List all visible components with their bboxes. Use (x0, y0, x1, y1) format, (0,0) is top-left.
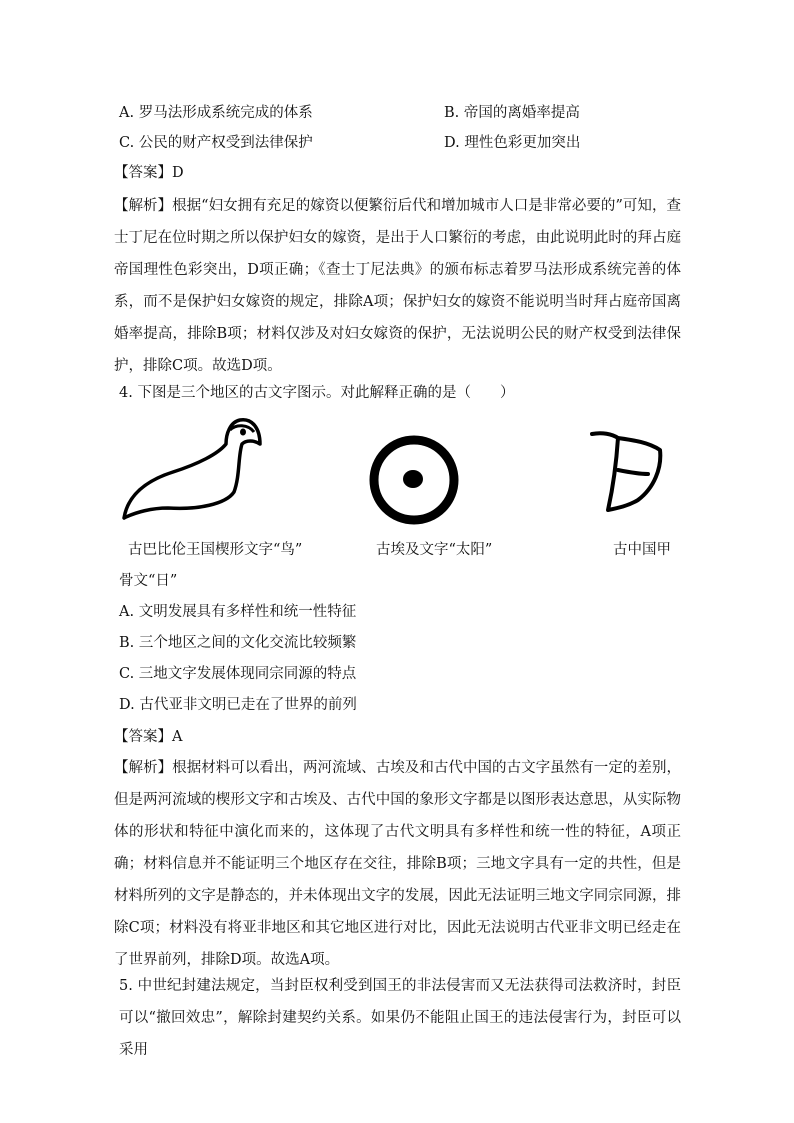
q4-answer: 【答案】A (114, 729, 183, 745)
q3-option-d: D. 理性色彩更加突出 (444, 135, 581, 151)
caption-ri-line2: 骨文“日” (119, 573, 178, 589)
q4-analysis: 【解析】根据材料可以看出，两河流域、古埃及和古代中国的古文字虽然有一定的差别，但是两河流域的楔形文字和古埃及、古代中国的象形文字都是以图形表达意思，从实际物体的形状和特征中演化而来的，这体现了古代文明具有多样性和统一性的特征，A项正确；材料信息并不能证明三个地区存在交往，排除B项；三地文字具有一定的共性，但是材料所列的文字是静态的，并未体现出文字的发展，因此无法证明三地文字同宗同源，排除C项；材料没有将亚非地区和其它地区进行对比，因此无法说明古代亚非文明已经走在了世界前列，排除D项。故选A项。 (114, 760, 681, 968)
q3-option-a: A. 罗马法形成系统完成的体系 (119, 105, 313, 121)
q3-options-row-2 (119, 133, 679, 153)
q4-option-b: B. 三个地区之间的文化交流比较频繁 (119, 635, 357, 651)
q5-stem: 5. 中世纪封建法规定，当封臣权利受到国王的非法侵害而又无法获得司法救济时，封臣可以“撤回效忠”，解除封建契约关系。如果仍不能阻止国王的违法侵害行为，封臣可以采用 (119, 978, 681, 1058)
q3-option-b: B. 帝国的离婚率提高 (444, 105, 580, 121)
q3-options-row-1 (119, 103, 679, 123)
q4-stem: 4. 下图是三个地区的古文字图示。对此解释正确的是（ ） (119, 385, 515, 401)
q3-option-c: C. 公民的财产权受到法律保护 (119, 135, 313, 151)
q4-option-d: D. 古代亚非文明已走在了世界的前列 (119, 697, 357, 713)
q3-answer: 【答案】D (114, 165, 184, 181)
sun-hieroglyph-glyph (366, 432, 462, 528)
q4-option-a: A. 文明发展具有多样性和统一性特征 (119, 604, 357, 620)
bird-cuneiform-glyph (118, 414, 268, 524)
caption-bird: 古巴比伦王国楔形文字“鸟” (128, 542, 303, 558)
caption-sun: 古埃及文字“太阳” (376, 542, 493, 558)
caption-ri-line1: 古中国甲 (613, 542, 671, 558)
oracle-bone-ri-glyph (588, 428, 668, 518)
q4-option-c: C. 三地文字发展体现同宗同源的特点 (119, 666, 357, 682)
q3-analysis: 【解析】根据“妇女拥有充足的嫁资以便繁衍后代和增加城市人口是非常必要的”可知，查士丁尼在位时期之所以保护妇女的嫁资，是出于人口繁衍的考虑，由此说明此时的拜占庭帝国理性色彩突出，D项正确；《查士丁尼法典》的颁布标志着罗马法形成系统完善的体系，而不是保护妇女嫁资的规定，排除A项；保护妇女的嫁资不能说明当时拜占庭帝国离婚率提高，排除B项；材料仅涉及对妇女嫁资的保护，无法说明公民的财产权受到法律保护，排除C项。故选D项。 (114, 198, 681, 374)
